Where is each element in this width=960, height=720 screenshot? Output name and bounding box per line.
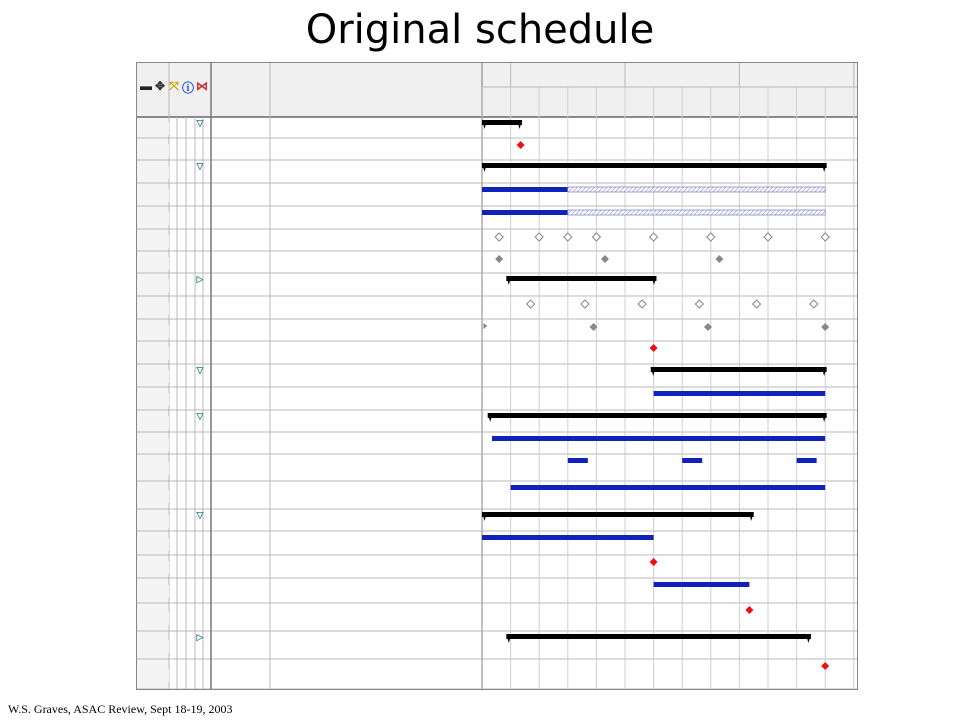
row-number [137, 640, 169, 653]
activity-name [282, 389, 480, 409]
quarter-label [768, 94, 797, 108]
year-label [685, 68, 725, 82]
collapse-toggle-icon[interactable]: ▽ [196, 510, 204, 520]
milestone-marker [821, 662, 829, 670]
info-icon: ⓘ [181, 81, 194, 95]
milestone-marker [650, 558, 658, 566]
row-number [137, 302, 169, 315]
activity-header [270, 81, 482, 95]
collapse-toggle-icon[interactable]: ▽ [196, 365, 204, 375]
activity-name [282, 580, 480, 602]
row-number [137, 490, 169, 503]
task-bar [654, 582, 750, 587]
quarter-label [511, 94, 540, 108]
event-marker [592, 233, 600, 241]
event-marker [535, 233, 543, 241]
wbs-code [213, 162, 268, 174]
wbs-code [213, 633, 268, 645]
slide-title: Original schedule [305, 7, 655, 53]
task-bar [492, 436, 825, 441]
milestone-marker [745, 606, 753, 614]
quarter-label [797, 94, 826, 108]
row-number [137, 325, 169, 338]
wbs-code [213, 661, 268, 673]
quarter-label [711, 94, 740, 108]
row-number [137, 393, 169, 406]
activity-name [282, 343, 480, 363]
link-icon: ⋈ [196, 79, 208, 93]
activity-name [273, 412, 480, 431]
quarter-label [596, 94, 625, 108]
activity-name [282, 483, 480, 508]
event-marker [821, 233, 829, 241]
minus-icon: ▬ [140, 79, 152, 93]
wbs-code [213, 231, 268, 243]
wbs-code [213, 298, 268, 310]
cross-arrows-icon: ⤧ [169, 79, 179, 93]
event-marker [810, 300, 818, 308]
wbs-code [213, 343, 268, 355]
row-number [137, 235, 169, 248]
wbs-code [213, 511, 268, 523]
event-marker [495, 233, 503, 241]
wbs-code [213, 389, 268, 401]
wbs-code [213, 456, 268, 468]
milestone-marker [650, 344, 658, 352]
task-bar [511, 485, 826, 490]
wbs-code [213, 321, 268, 333]
event-marker [581, 300, 589, 308]
event-marker [764, 233, 772, 241]
wbs-code [213, 434, 268, 446]
wbs-code [213, 185, 268, 197]
activity-name [282, 557, 480, 577]
quarter-label [625, 94, 654, 108]
planned-bar [568, 210, 825, 215]
collapse-toggle-icon[interactable]: ▽ [196, 118, 204, 128]
wbs-header [211, 81, 270, 95]
event-marker [707, 233, 715, 241]
row-number [137, 561, 169, 574]
expand-toggle-icon[interactable]: ▷ [196, 274, 204, 284]
row-number [137, 370, 169, 383]
summary-bar [506, 276, 656, 281]
row-number [137, 515, 169, 528]
quarter-label [654, 94, 683, 108]
event-marker [650, 233, 658, 241]
row-number [137, 257, 169, 270]
event-marker-filled [495, 255, 503, 263]
wbs-code [213, 366, 268, 378]
activity-name [282, 298, 480, 318]
event-marker-filled [715, 255, 723, 263]
wbs-code [213, 412, 268, 424]
quarter-label [568, 94, 597, 108]
row-number [137, 189, 169, 202]
expand-toggle-icon[interactable]: ▷ [196, 632, 204, 642]
quarter-label [539, 94, 568, 108]
milestone-marker [517, 141, 525, 149]
summary-bar [482, 120, 522, 125]
move-icon: ✥ [154, 79, 166, 93]
summary-bar [506, 634, 811, 639]
collapse-toggle-icon[interactable]: ▽ [196, 161, 204, 171]
summary-bar [488, 413, 827, 418]
wbs-code [213, 557, 268, 569]
activity-name [273, 119, 480, 137]
task-bar [568, 458, 588, 463]
wbs-code [213, 140, 268, 152]
row-number [137, 462, 169, 475]
row-number [137, 538, 169, 551]
row-number [137, 347, 169, 360]
gantt-chart [136, 62, 858, 690]
activity-name [282, 140, 480, 159]
row-number [137, 279, 169, 292]
activity-name [282, 456, 480, 480]
summary-bar [482, 163, 827, 168]
task-bar [654, 391, 826, 396]
activity-name [282, 253, 480, 272]
wbs-code [213, 119, 268, 131]
year-label [485, 68, 525, 82]
quarter-label [825, 94, 854, 108]
event-marker [564, 233, 572, 241]
activity-name [273, 661, 480, 688]
task-bar [797, 458, 817, 463]
activity-name [273, 511, 480, 530]
row-number [137, 122, 169, 135]
activity-name [282, 434, 480, 453]
activity-name [282, 605, 480, 630]
event-marker [695, 300, 703, 308]
activity-name [282, 533, 480, 554]
activity-name [273, 633, 480, 658]
row-number [137, 416, 169, 429]
wbs-code [213, 208, 268, 220]
wbs-code [213, 253, 268, 265]
activity-name [282, 185, 480, 205]
activity-name [282, 208, 480, 228]
collapse-toggle-icon[interactable]: ▽ [196, 411, 204, 421]
wbs-code [213, 605, 268, 617]
row-number [137, 144, 169, 157]
footer-credit: W.S. Graves, ASAC Review, Sept 18-19, 2003 [8, 702, 233, 716]
activity-name [273, 162, 480, 182]
event-marker [527, 300, 535, 308]
task-bar [482, 535, 654, 540]
row-number [137, 612, 169, 625]
row-number [137, 166, 169, 179]
event-marker [753, 300, 761, 308]
year-label [571, 68, 611, 82]
activity-name [273, 275, 480, 295]
event-marker-filled [601, 255, 609, 263]
wbs-code [213, 275, 268, 287]
quarter-label [482, 94, 511, 108]
wbs-code [213, 533, 268, 545]
planned-bar [568, 187, 825, 192]
summary-bar [482, 512, 754, 517]
task-bar [682, 458, 702, 463]
wbs-code [213, 580, 268, 592]
row-number [137, 438, 169, 451]
row-number [137, 585, 169, 598]
year-label [800, 68, 840, 82]
row-number [137, 212, 169, 225]
event-marker-filled [821, 323, 829, 331]
quarter-label [739, 94, 768, 108]
summary-bar [651, 367, 827, 372]
row-number [137, 669, 169, 682]
activity-name [282, 231, 480, 250]
task-bar [482, 210, 568, 215]
wbs-code [213, 483, 268, 495]
activity-name [282, 321, 480, 340]
quarter-label [682, 94, 711, 108]
continuation-arrow [483, 323, 487, 329]
task-bar [482, 187, 568, 192]
event-marker [638, 300, 646, 308]
activity-name [273, 366, 480, 386]
